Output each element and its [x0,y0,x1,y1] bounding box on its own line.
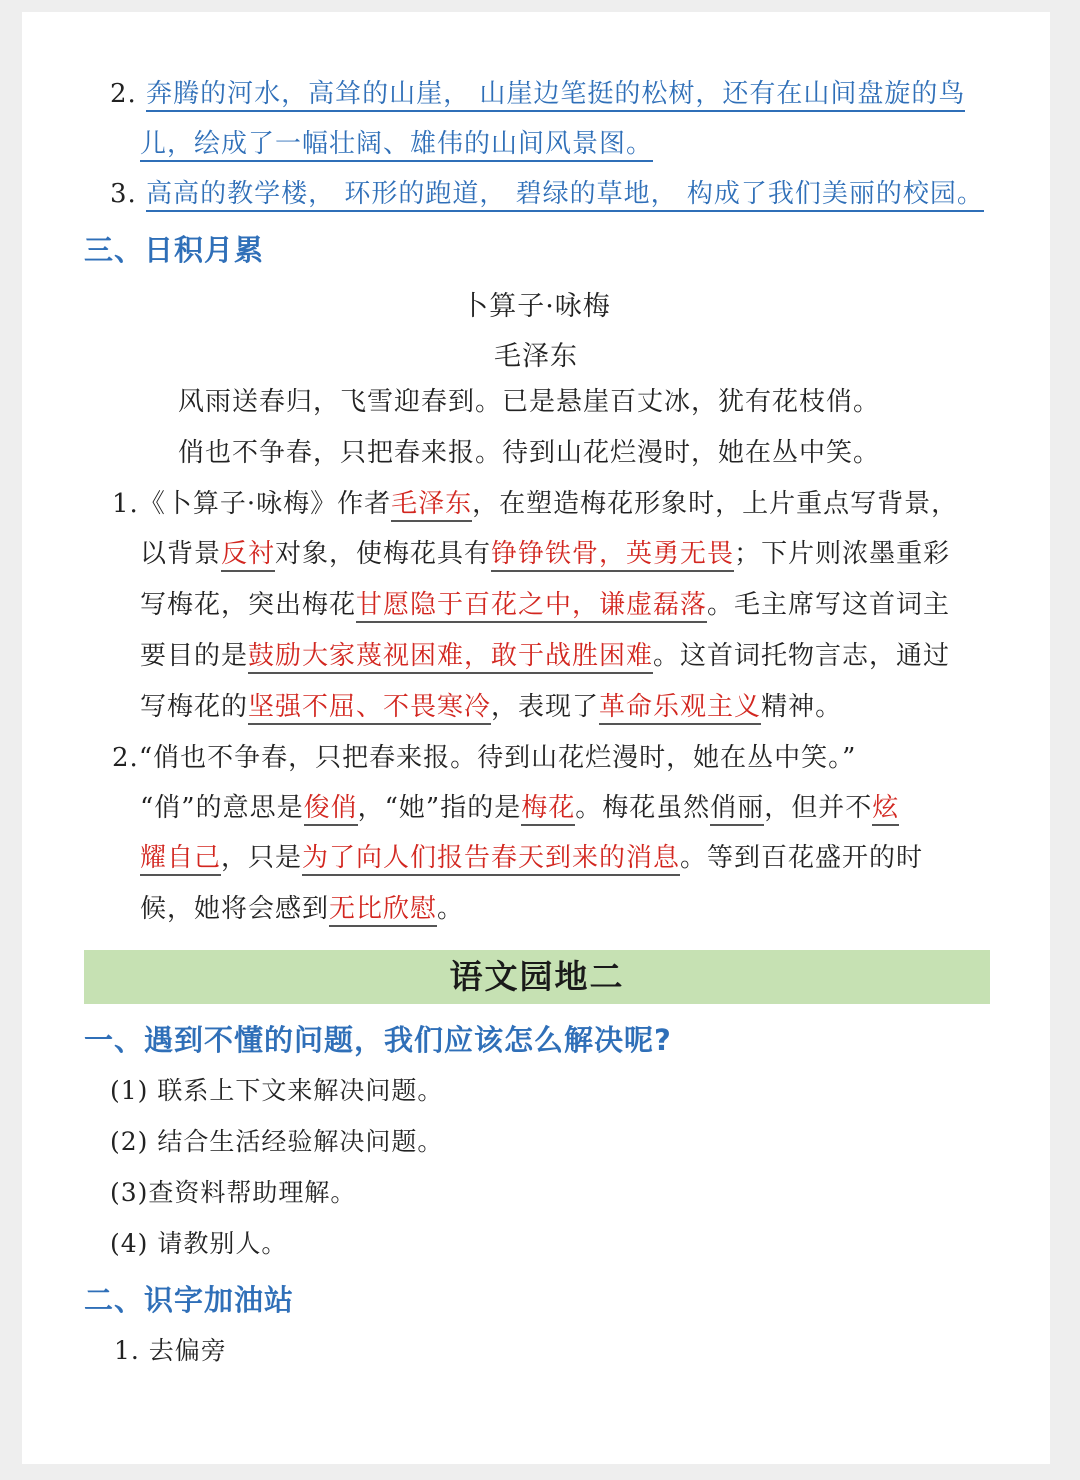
poem-line-2: 俏也不争春，只把春来报。待到山花烂漫时，她在丛中笑。 [178,438,881,468]
text: ；下片则浓墨重彩 [734,539,951,569]
text: 候，她将会感到 [140,894,330,924]
poem-title: 卜算子·咏梅 [461,291,611,322]
text: 。 [437,894,465,924]
item-2-line-2 [140,126,653,162]
blue-answer: 儿，绘成了一幅壮阔、雄伟的山间风景图。 [140,129,653,162]
poem-line-1: 风雨送春归，飞雪迎春到。已是悬崖百丈冰，犹有花枝俏。 [178,387,881,417]
red-answer: 梅花 [521,793,575,826]
text: 。梅花虽然 [575,793,711,823]
text: 要目的是 [140,641,249,671]
item-number: 1. [112,489,139,519]
document-page [22,12,1050,1464]
text: 精神。 [761,692,843,722]
text: “俏也不争春，只把春来报。待到山花烂漫时，她在丛中笑。” [138,743,857,773]
text: 以背景 [140,539,222,569]
list-item: (1) 联系上下文来解决问题。 [110,1076,444,1105]
list-item: (3)查资料帮助理解。 [110,1178,357,1207]
red-answer: 甘愿隐于百花之中，谦虚磊落 [356,590,707,623]
red-answer: 炫 [872,793,899,826]
q1-line-2 [140,536,950,572]
item-number: 2. [112,743,139,773]
red-answer: 反衬 [221,539,275,572]
list-item: (4) 请教别人。 [110,1229,288,1258]
text: 对象，使梅花具有 [275,539,492,569]
text: ，“她”指的是 [357,793,522,823]
red-answer: 耀自己 [140,843,221,876]
item-2-line-1 [110,76,965,112]
item-3-line [110,176,984,212]
q1-line-1 [112,486,958,522]
red-answer: 坚强不屈、不畏寒冷 [248,692,491,725]
q2-line-3 [140,840,923,876]
sub-item: 1. 去偏旁 [114,1336,227,1365]
text: 。等到百花盛开的时 [680,843,924,873]
section-heading-1: 一、遇到不懂的问题，我们应该怎么解决呢? [84,1023,672,1057]
q2-line-1 [112,740,856,776]
red-answer: 为了向人们报告春天到来的消息 [302,843,680,876]
q2-line-2 [140,790,899,826]
blue-answer: 高高的教学楼， 环形的跑道， 碧绿的草地， 构成了我们美丽的校园。 [146,179,984,212]
text: 。毛主席写这首词主 [707,590,951,620]
section-heading-3: 三、日积月累 [84,233,265,267]
q2-line-4 [140,891,464,927]
section-heading-2: 二、识字加油站 [84,1283,295,1317]
blue-answer: 奔腾的河水，高耸的山崖， 山崖边笔挺的松树，还有在山间盘旋的鸟 [146,79,965,112]
q1-line-4 [140,638,950,674]
text: ，在塑造梅花形象时，上片重点写背景， [472,489,959,519]
item-number: 2. [110,79,137,109]
item-number: 3. [110,179,137,209]
text: ，表现了 [491,692,600,722]
q1-line-5 [140,689,842,725]
red-answer: 无比欣慰 [329,894,437,927]
text: 写梅花的 [140,692,249,722]
underlined-answer: 俏丽 [710,793,764,826]
text: 《卜算子·咏梅》作者 [138,489,392,519]
text: ，只是 [221,843,303,873]
red-answer: 铮铮铁骨，英勇无畏 [491,539,734,572]
text: “俏”的意思是 [140,793,304,823]
q1-line-3 [140,587,950,623]
red-answer: 鼓励大家蔑视困难，敢于战胜困难 [248,641,653,674]
red-answer: 毛泽东 [391,489,472,522]
list-item: (2) 结合生活经验解决问题。 [110,1127,444,1156]
poem-author: 毛泽东 [494,341,578,372]
text: 写梅花，突出梅花 [140,590,357,620]
text: 。这首词托物言志，通过 [653,641,951,671]
section-banner: 语文园地二 [84,950,990,1004]
red-answer: 俊俏 [304,793,358,826]
text: ，但并不 [764,793,873,823]
red-answer: 革命乐观主义 [599,692,761,725]
